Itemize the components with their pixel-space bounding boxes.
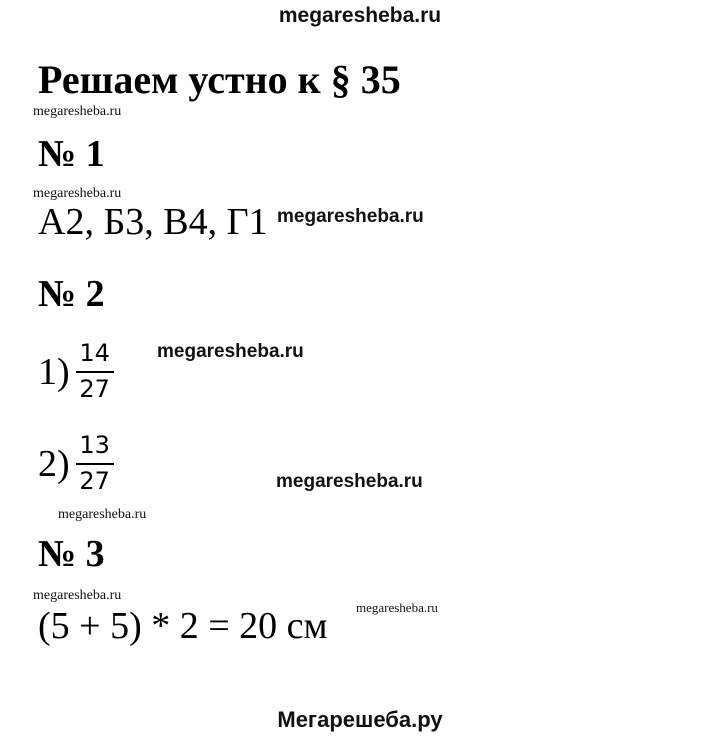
- watermark-top: megaresheba.ru: [278, 4, 442, 27]
- task-3-answer: (5 + 5) * 2 = 20 см: [38, 605, 328, 647]
- watermark-small: megaresheba.ru: [58, 507, 147, 522]
- task-2-heading: № 2: [38, 273, 105, 315]
- task-2-item-1: [38, 340, 114, 403]
- task-1-heading: № 1: [38, 133, 105, 175]
- fraction-numerator: 13: [79, 431, 110, 459]
- fraction: [76, 340, 114, 403]
- fraction-bar: [76, 463, 114, 465]
- watermark-small: megaresheba.ru: [33, 186, 122, 201]
- watermark-small: megaresheba.ru: [33, 588, 122, 603]
- item-label: 1): [38, 350, 70, 393]
- task-2-item-2: [38, 432, 114, 495]
- task-3-heading: № 3: [38, 533, 105, 575]
- fraction: [76, 432, 114, 495]
- watermark-small: megaresheba.ru: [356, 600, 438, 615]
- fraction-denominator: 27: [79, 466, 110, 495]
- fraction-bar: [76, 371, 114, 373]
- watermark-overlay: megaresheba.ru: [157, 341, 304, 362]
- item-label: 2): [38, 442, 70, 485]
- task-1-answer: А2, Б3, В4, Г1: [38, 201, 268, 243]
- watermark-overlay: megaresheba.ru: [276, 471, 423, 492]
- watermark-small: megaresheba.ru: [33, 104, 122, 119]
- watermark-overlay: megaresheba.ru: [277, 206, 424, 227]
- watermark-bottom: Мегарешеба.ру: [277, 707, 443, 732]
- page-title: Решаем устно к § 35: [38, 57, 401, 102]
- fraction-denominator: 27: [79, 374, 110, 403]
- fraction-numerator: 14: [79, 339, 110, 367]
